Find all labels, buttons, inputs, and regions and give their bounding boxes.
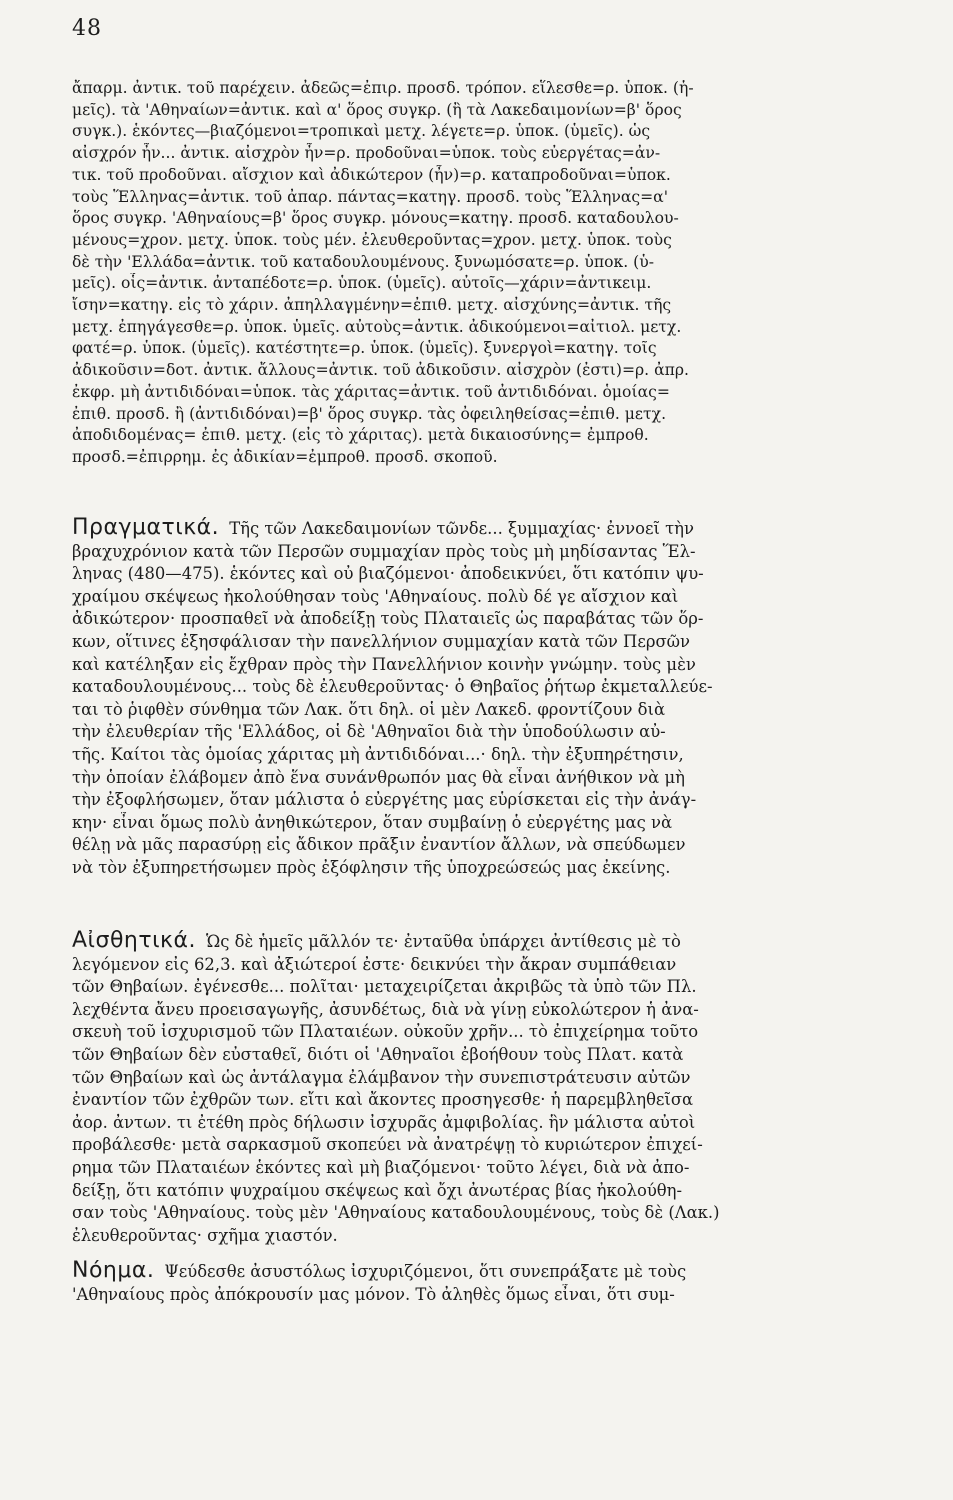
text-line: ἴσην=κατηγ. εἰς τὸ χάριν. ἀπηλλαγμένην=ἐπιθ. μετχ. αἰσχύνης=ἀντικ. τῆς [72, 296, 672, 315]
text-line: ληνας (480—475). ἑκόντες καὶ οὐ βιαζόμενοι· ἀποδεικνύει, ὅτι κατόπιν ψυ- [72, 564, 704, 584]
text-line: ἐλευθεροῦντας· σχῆμα χιαστόν. [72, 1225, 338, 1245]
pragmatika-section [72, 517, 892, 880]
text-line: ἀδικώτερον· προσπαθεῖ νὰ ἀποδείξῃ τοὺς Πλαταιεῖς ὡς παραβάτας τῶν ὅρ- [72, 609, 704, 629]
text-line: τὴν ἐξοφλήσωμεν, ὅταν μάλιστα ὁ εὐεργέτης μας εὑρίσκεται εἰς τὴν ἀνάγ- [72, 790, 697, 810]
text-line: ρημα τῶν Πλαταιέων ἑκόντες καὶ μὴ βιαζόμενοι· τοῦτο λέγει, διὰ νὰ ἀπο- [72, 1157, 690, 1177]
text-line: ἐναντίον τῶν ἐχθρῶν των. εἴτι καὶ ἄκοντες προσηγεσθε· ἡ παρεμβληθεῖσα [72, 1090, 694, 1110]
text-line: αἰσχρόν ἦν... ἀντικ. αἰσχρὸν ἦν=ρ. προδοῦναι=ὑποκ. τοὺς εὐεργέτας=ἀν- [72, 144, 661, 163]
text-line: ὅρος συγκρ. 'Αθηναίους=β' ὅρος συγκρ. μόνους=κατηγ. προσδ. καταδουλου- [72, 209, 679, 228]
pragmatika-heading: Πραγματικά. [72, 517, 220, 540]
text-line: Τῆς τῶν Λακεδαιμονίων τῶνδε... ξυμμαχίας· ἐννοεῖ τὴν [229, 519, 694, 538]
text-line: δὲ τὴν 'Ελλάδα=ἀντικ. τοῦ καταδουλουμένους. ξυνωμόσατε=ρ. ὑποκ. (ὑ- [72, 252, 655, 271]
text-line: ἄπαρμ. ἀντικ. τοῦ παρέχειν. ἀδεῶς=ἐπιρ. προσδ. τρόπον. εἵλεσθε=ρ. ὑποκ. (ἡ- [72, 79, 694, 97]
text-line: τοὺς Ἕλληνας=ἀντικ. τοῦ ἀπαρ. πάντας=κατηγ. προσδ. τοὺς Ἕλληνας=α' [72, 187, 668, 206]
text-line: τῶν Θηβαίων. ἐγένεσθε... πολῖται· μεταχειρίζεται ἀκριβῶς τὰ ὑπὸ τῶν Πλ. [72, 977, 697, 997]
text-line: βραχυχρόνιον κατὰ τῶν Περσῶν συμμαχίαν πρὸς τοὺς μὴ μηδίσαντας Ἕλ- [72, 541, 696, 561]
text-line: ἀδικοῦσιν=δοτ. ἀντικ. ἄλλους=ἀντικ. τοῦ ἀδικοῦσιν. αἰσχρὸν (ἐστι)=ρ. ἀπρ. [72, 361, 690, 380]
text-line: τὴν ὁποίαν ἐλάβομεν ἀπὸ ἕνα συνάνθρωπόν μας θὰ εἶναι ἀνήθικον νὰ μὴ [72, 767, 685, 787]
text-line: σκευὴ τοῦ ἰσχυρισμοῦ τῶν Πλαταιέων. οὐκοῦν χρῆν... τὸ ἐπιχείρημα τοῦτο [72, 1022, 699, 1042]
text-line: Ψεύδεσθε ἀσυστόλως ἰσχυριζόμενοι, ὅτι συνεπράξατε μὲ τοὺς [164, 1262, 687, 1281]
text-line: τῆς. Καίτοι τὰς ὁμοίας χάριτας μὴ ἀντιδιδόναι...· δηλ. τὴν ἐξυπηρέτησιν, [72, 744, 684, 764]
text-line: τῶν Θηβαίων καὶ ὡς ἀντάλαγμα ἐλάμβανον τὴν συνεπιστράτευσιν αὐτῶν [72, 1067, 691, 1087]
text-line: Ὡς δὲ ἡμεῖς μᾶλλόν τε· ἐνταῦθα ὑπάρχει ἀντίθεσις μὲ τὸ [206, 932, 681, 951]
page-number: 48 [72, 16, 102, 41]
text-line: μετχ. ἐπηγάγεσθε=ρ. ὑποκ. ὑμεῖς. αὐτοὺς=ἀντικ. ἀδικούμενοι=αἰτιολ. μετχ. [72, 317, 682, 336]
text-line: μεῖς). τὰ 'Αθηναίων=ἀντικ. καὶ α' ὅρος συγκρ. (ἢ τὰ Λακεδαιμονίων=β' ὅρος [72, 100, 682, 119]
aisthitika-section [72, 930, 892, 1247]
section-first-line [72, 517, 892, 541]
aisthitika-heading: Αἰσθητικά. [72, 930, 196, 953]
text-line: προβάλεσθε· μετὰ σαρκασμοῦ σκοπεύει νὰ ἀνατρέψῃ τὸ κυριώτερον ἐπιχεί- [72, 1135, 703, 1155]
text-line: προσδ.=ἐπιρρημ. ἐς ἀδικίαν=ἐμπροθ. προσδ. σκοποῦ. [72, 447, 498, 466]
section-first-line [72, 930, 892, 954]
text-line: ται τὸ ῥιφθὲν σύνθημα τῶν Λακ. ὅτι δηλ. οἱ μὲν Λακεδ. φροντίζουν διὰ [72, 699, 666, 719]
text-line: λεχθέντα ἄνευ προεισαγωγῆς, ἀσυνδέτως, διὰ νὰ γίνῃ εὐκολώτερον ἡ ἀνα- [72, 999, 699, 1019]
text-line: νὰ τὸν ἐξυπηρετήσωμεν πρὸς ἐξόφλησιν τῆς ὑποχρεώσεώς μας ἐκείνης. [72, 857, 671, 877]
text-line: κην· εἶναι ὅμως πολὺ ἀνηθικώτερον, ὅταν συμβαίνῃ ὁ εὐεργέτης μας νὰ [72, 812, 673, 832]
text-line: λεγόμενον εἰς 62,3. καὶ ἀξιώτεροί ἐστε· δεικνύει τὴν ἄκραν συμπάθειαν [72, 954, 677, 974]
section-first-line [72, 1260, 892, 1284]
text-line: τὴν ἐλευθερίαν τῆς 'Ελλάδος, οἱ δὲ 'Αθηναῖοι διὰ τὴν ὑποδούλωσιν αὐ- [72, 722, 666, 742]
text-line: 'Αθηναίους πρὸς ἀπόκρουσίν μας μόνον. Τὸ ἀληθὲς ὅμως εἶναι, ὅτι συμ- [72, 1284, 675, 1304]
text-line: μεῖς). οἷς=ἀντικ. ἀνταπέδοτε=ρ. ὑποκ. (ὑμεῖς). αὐτοῖς—χάριν=ἀντικειμ. [72, 274, 652, 293]
text-line: καὶ κατέληξαν εἰς ἔχθραν πρὸς τὴν Πανελλήνιον κοινὴν γνώμην. τοὺς μὲν [72, 654, 696, 674]
text-line: ἀποδιδομένας= ἐπιθ. μετχ. (εἰς τὸ χάριτας). μετὰ δικαιοσύνης= ἐμπροθ. [72, 426, 649, 445]
text-line: συγκ.). ἑκόντες—βιαζόμενοι=τροπικαὶ μετχ. λέγετε=ρ. ὑποκ. (ὑμεῖς). ὡς [72, 122, 651, 141]
text-line: κων, οἵτινες ἐξησφάλισαν τὴν πανελλήνιον συμμαχίαν κατὰ τῶν Περσῶν [72, 631, 690, 651]
text-line: φατέ=ρ. ὑποκ. (ὑμεῖς). κατέστητε=ρ. ὑποκ. (ὑμεῖς). ξυνεργοὶ=κατηγ. τοῖς [72, 339, 657, 358]
text-line: τῶν Θηβαίων δὲν εὐσταθεῖ, διότι οἱ 'Αθηναῖοι ἐβοήθουν τοὺς Πλατ. κατὰ [72, 1044, 684, 1064]
text-line: τικ. τοῦ προδοῦναι. αἴσχιον καὶ ἀδικώτερον (ἦν)=ρ. καταπροδοῦναι=ὑποκ. [72, 165, 671, 184]
noima-section [72, 1260, 892, 1306]
text-line: ἐκφρ. μὴ ἀντιδιδόναι=ὑποκ. τὰς χάριτας=ἀντικ. τοῦ ἀντιδιδόναι. ὁμοίας= [72, 382, 670, 401]
text-line: ἐπιθ. προσδ. ἢ (ἀντιδιδόναι)=β' ὅρος συγκρ. τὰς ὀφειληθείσας=ἐπιθ. μετχ. [72, 404, 667, 423]
noima-heading: Νόημα. [72, 1260, 155, 1283]
text-line: δείξῃ, ὅτι κατόπιν ψυχραίμου σκέψεως καὶ ὄχι ἀνωτέρας βίας ἠκολούθη- [72, 1180, 683, 1200]
text-line: μένους=χρον. μετχ. ὑποκ. τοὺς μέν. ἐλευθεροῦντας=χρον. μετχ. ὑποκ. τοὺς [72, 230, 672, 249]
text-line: θέλῃ νὰ μᾶς παρασύρῃ εἰς ἄδικον πρᾶξιν ἐναντίον ἄλλων, νὰ σπεύδωμεν [72, 835, 686, 855]
text-line: σαν τοὺς 'Αθηναίους. τοὺς μὲν 'Αθηναίους καταδουλουμένους, τοὺς δὲ (Λακ.) [72, 1203, 720, 1223]
grammatical-analysis [72, 78, 892, 469]
text-line: χραίμου σκέψεως ἠκολούθησαν τοὺς 'Αθηναίους. πολὺ δέ γε αἴσχιον καὶ [72, 586, 679, 606]
text-line: ἀορ. ἀντων. τι ἐτέθη πρὸς δήλωσιν ἰσχυρᾶς ἀμφιβολίας. ἣν μάλιστα αὐτοὶ [72, 1112, 696, 1132]
text-line: καταδουλουμένους... τοὺς δὲ ἐλευθεροῦντας· ὁ Θηβαῖος ῥήτωρ ἐκμεταλλεύε- [72, 677, 713, 697]
